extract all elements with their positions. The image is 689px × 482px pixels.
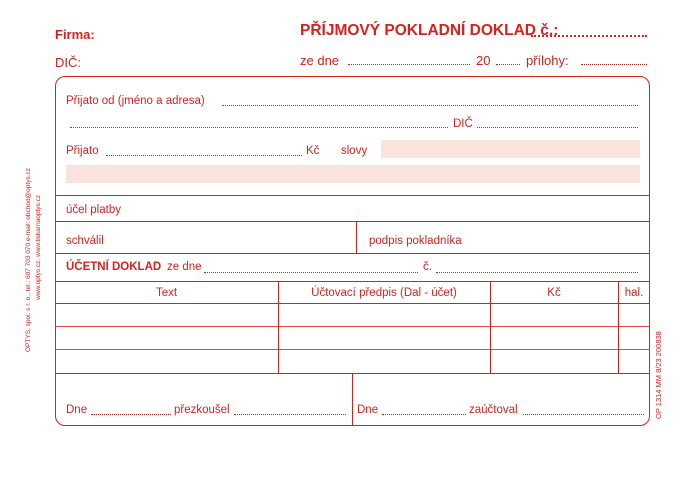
prezkousel-label: přezkoušel bbox=[174, 404, 230, 416]
column-header-hal: hal. bbox=[624, 287, 644, 299]
podpis-pokladnika-label: podpis pokladníka bbox=[369, 235, 462, 247]
document-number-field[interactable] bbox=[531, 35, 647, 37]
prijato-label: Přijato bbox=[66, 145, 99, 157]
ucetni-doklad-label: ÚČETNÍ DOKLAD bbox=[66, 261, 162, 273]
amount-field[interactable] bbox=[106, 155, 302, 156]
footer-divider bbox=[352, 373, 353, 425]
divider bbox=[356, 221, 357, 253]
table-row[interactable] bbox=[56, 305, 648, 325]
firma-label: Firma: bbox=[55, 27, 95, 42]
column-header-kc: Kč bbox=[547, 287, 561, 299]
date-field[interactable] bbox=[348, 64, 470, 65]
year-prefix: 20 bbox=[476, 53, 491, 68]
year-field[interactable] bbox=[496, 64, 520, 65]
ucetni-ze-dne-label: ze dne bbox=[167, 261, 202, 273]
amount-in-words-field[interactable] bbox=[381, 140, 640, 158]
zauctoval-label: zaúčtoval bbox=[469, 404, 518, 416]
amount-in-words-field-continued[interactable] bbox=[66, 165, 640, 183]
table-header-border bbox=[55, 303, 650, 304]
ucetni-cislo-label: č. bbox=[423, 261, 432, 273]
publisher-info: OPTYS, spol. s r. o., tel.: 607 703 070 e-mail: obchod@optys.cz bbox=[25, 168, 32, 352]
column-header-uctovaci-predpis: Účtovací předpis (Dal - účet) bbox=[311, 287, 457, 299]
column-header-text: Text bbox=[155, 287, 178, 299]
accounting-date-field[interactable] bbox=[204, 272, 418, 273]
posting-date-field[interactable] bbox=[382, 414, 466, 415]
table-row-border bbox=[55, 326, 650, 327]
divider bbox=[55, 195, 650, 196]
posted-by-field[interactable] bbox=[523, 414, 644, 415]
payer-address-field[interactable] bbox=[70, 127, 448, 128]
attachments-field[interactable] bbox=[581, 64, 647, 65]
product-code: OP 1314 MM 8/23 200838 bbox=[654, 331, 663, 419]
prilohy-label: přílohy: bbox=[526, 53, 569, 68]
payer-dic-field[interactable] bbox=[477, 127, 638, 128]
table-row[interactable] bbox=[56, 351, 648, 371]
dne-label-left: Dne bbox=[66, 404, 88, 416]
accounting-number-field[interactable] bbox=[436, 272, 638, 273]
divider bbox=[55, 253, 650, 254]
publisher-web: www.optys.cz, www.tiskarnaoptys.cz bbox=[35, 194, 42, 300]
table-row-border bbox=[55, 349, 650, 350]
dne-label-right: Dne bbox=[357, 404, 379, 416]
divider bbox=[55, 221, 650, 222]
table-row[interactable] bbox=[56, 328, 648, 348]
document-title: PŘÍJMOVÝ POKLADNÍ DOKLAD č.: bbox=[300, 22, 559, 39]
schvalil-label: schválil bbox=[66, 235, 104, 247]
payer-name-field[interactable] bbox=[222, 105, 638, 106]
reviewer-field[interactable] bbox=[234, 414, 346, 415]
prijato-od-label: Přijato od (jméno a adresa) bbox=[66, 95, 205, 107]
table-top-border bbox=[55, 281, 650, 282]
header-dic-label: DIČ: bbox=[55, 55, 81, 70]
ucel-platby-label: účel platby bbox=[66, 204, 121, 216]
ze-dne-label: ze dne bbox=[300, 53, 340, 68]
review-date-field[interactable] bbox=[91, 414, 171, 415]
slovy-label: slovy bbox=[341, 145, 368, 157]
form-dic-label: DIČ bbox=[453, 118, 473, 130]
kc-label: Kč bbox=[306, 145, 320, 157]
